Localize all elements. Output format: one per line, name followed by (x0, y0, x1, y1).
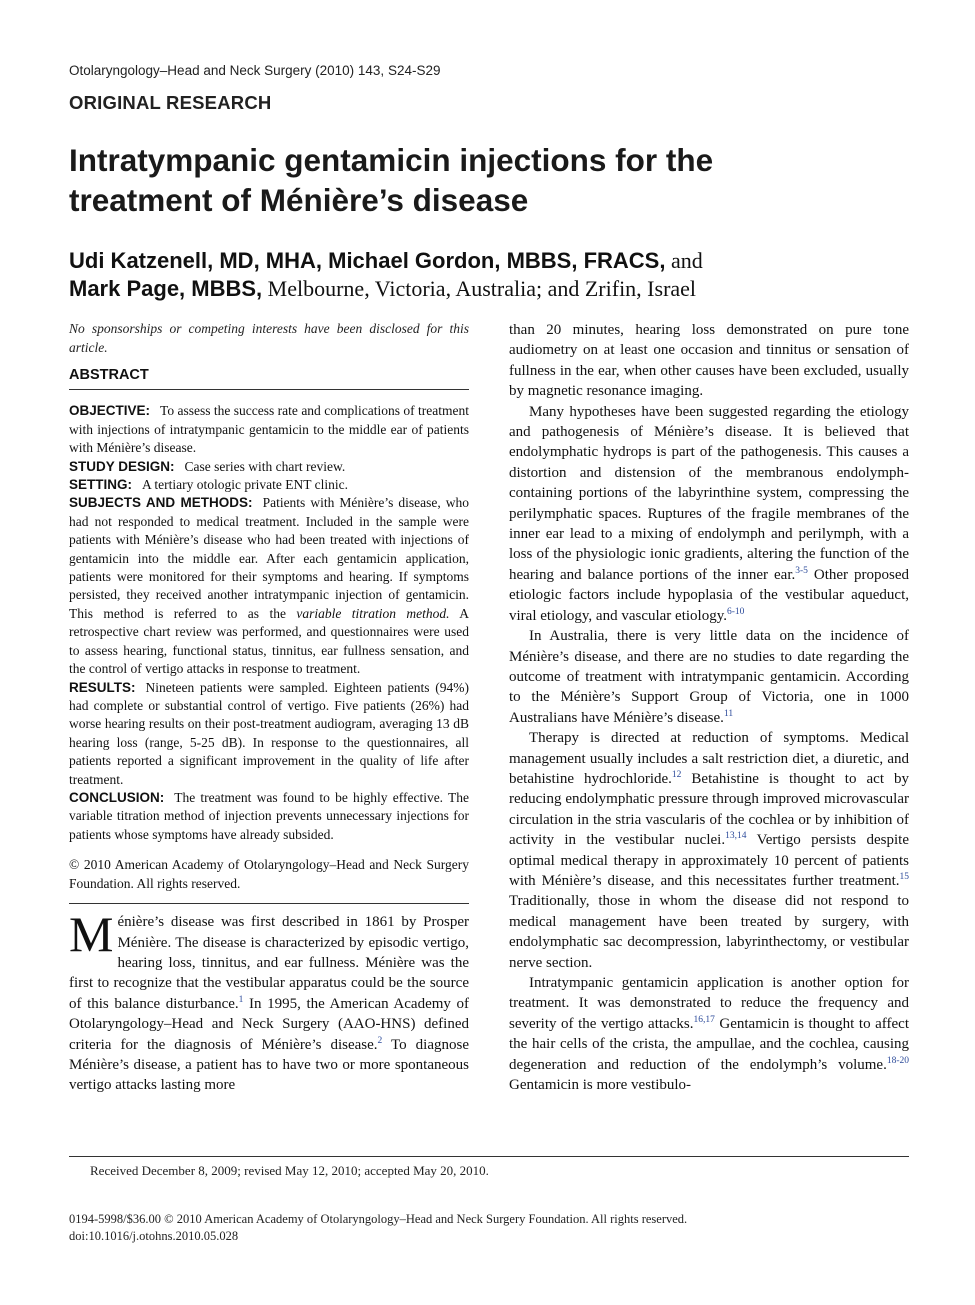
abstract-divider (69, 903, 469, 904)
left-column (69, 320, 469, 1096)
author-affiliation: Melbourne, Victoria, Australia; and Zrifin, Israel (262, 276, 697, 301)
results-text: Nineteen patients were sampled. Eighteen patients (94%) had complete or substantial control of vertigo. Five patients (26%) had worse hearing results on their post-treatment audiogram, averaging 13 dB hearing loss (range, 5-25 dB). In response to the questionnaires, all patients reported a significant improvement in the quality of life after treatment. (69, 679, 469, 787)
abstract-conclusion (69, 789, 469, 844)
objective-text: To assess the success rate and complications of treatment with injections of intratympanic gentamicin to the middle ear of patients with Ménière’s disease. (69, 403, 469, 456)
subjects-text-1: Patients with Ménière’s disease, who had not responded to medical treatment. Included in the sample were patients with Ménière’s disease who had been treated with injections of gentamicin into the middle ear. After each gentamicin application, patients were monitored for their symptoms and hearing. If symptoms persisted, they received another intratympanic injection of gentamicin. This method is referred to as the (69, 495, 469, 621)
abstract-body (69, 402, 469, 844)
australia-text: In Australia, there is very little data on the incidence of Ménière’s disease, and there are no studies to date regarding the outcome of treatment with intratympanic gentamicin. According to the Ménière’s Support Group of Victoria, one in 1000 Australians have Ménière’s disease. (509, 628, 909, 726)
title-line-1: Intratympanic gentamicin injections for the (69, 142, 714, 178)
section-label: ORIGINAL RESEARCH (69, 92, 272, 113)
doi-line[interactable]: doi:10.1016/j.otohns.2010.05.028 (69, 1229, 239, 1243)
authors-line-2-names: Mark Page, MBBS, (69, 276, 263, 301)
authors-line-1-names: Udi Katzenell, MD, MHA, Michael Gordon, MBBS, FRACS, (69, 248, 666, 273)
ref-12[interactable]: 12 (671, 769, 682, 780)
abstract-subjects (69, 494, 469, 678)
abstract-design (69, 458, 469, 476)
intro-paragraph (69, 906, 469, 1096)
design-label: STUDY DESIGN: (69, 458, 175, 474)
therapy-text-c: Vertigo persists despite optimal medical therapy in approximately 10 percent of patients with Ménière’s disease, and this necessitates further treatment. (509, 832, 910, 889)
ref-2[interactable]: 2 (377, 1035, 383, 1046)
drop-cap: M (69, 906, 114, 963)
ref-16-17[interactable]: 16,17 (693, 1014, 715, 1025)
ref-15[interactable]: 15 (899, 871, 909, 882)
design-text: Case series with chart review. (184, 458, 346, 474)
setting-text: A tertiary otologic private ENT clinic. (142, 477, 348, 493)
results-label: RESULTS: (69, 679, 136, 695)
authors-line-1-conj: and (665, 248, 703, 273)
paragraph-gentamicin (509, 973, 909, 1095)
therapy-text-d: Traditionally, those in whom the disease did not respond to medical management have been treated by surgery, with endolymphatic sac decompression, labyrinthectomy, or vestibular nerve section. (509, 893, 909, 971)
footer-divider (69, 1156, 909, 1157)
intro-text-b: In 1995, the American Academy of Otolaryngology–Head and Neck Surgery (AAO-HNS) defined criteria for the diagnosis of Ménière’s disease. (69, 995, 469, 1053)
subjects-text-2: A retrospective chart review was performed, and questionnaires were used to assess hearing, functional status, tinnitus, ear fullness sensation, and the control of vertigo attacks in response to treatment. (69, 605, 469, 677)
subjects-label: SUBJECTS AND METHODS: (69, 495, 253, 511)
right-column (509, 320, 909, 1095)
journal-citation: Otolaryngology–Head and Neck Surgery (2010) 143, S24-S29 (69, 63, 441, 78)
intro-text-c: To diagnose Ménière’s disease, a patient has to have two or more spontaneous vertigo attacks lasting more (69, 1036, 469, 1094)
conclusion-text: The treatment was found to be highly effective. The variable titration method of injection prevents unnecessary injections for patients whose symptoms have already subsided. (69, 789, 469, 842)
abstract-results (69, 679, 469, 789)
ref-3-5[interactable]: 3-5 (795, 565, 808, 576)
abstract-copyright: © 2010 American Academy of Otolaryngology–Head and Neck Surgery Foundation. All rights reserved. (69, 857, 469, 891)
etiology-text-b: Other proposed etiologic factors include hypoplasia of the vestibular aqueduct, viral etiology, and vascular etiology. (509, 566, 909, 624)
issn-line: 0194-5998/$36.00 © 2010 American Academy of Otolaryngology–Head and Neck Surgery Foundation. All rights reserved. (69, 1212, 688, 1226)
author-list (69, 247, 919, 303)
subjects-italic: variable titration method. (296, 605, 450, 621)
article-title (69, 140, 919, 220)
ref-11[interactable]: 11 (723, 708, 734, 719)
ref-6-10[interactable]: 6-10 (727, 606, 745, 617)
paragraph-australia (509, 626, 909, 728)
intro-text-a: énière’s disease was first described in 1861 by Prosper Ménière. The disease is characterized by episodic vertigo, hearing loss, tinnitus, and ear fullness. Ménière was the first to recognize that the vestibular apparatus could be the source of this balance disturbance. (69, 914, 469, 1012)
disclosure-note: No sponsorships or competing interests have been disclosed for this article. (69, 321, 469, 355)
setting-label: SETTING: (69, 477, 132, 493)
abstract-heading: ABSTRACT (69, 365, 469, 390)
abstract-objective (69, 402, 469, 457)
objective-label: OBJECTIVE: (69, 403, 151, 419)
therapy-text-b: Betahistine is thought to act by reducing endolymphatic pressure through improved microvascular circulation in the stria vascularis of the cochlea or by inhibition of activity in the vestibular nuclei. (509, 770, 910, 849)
ref-18-20[interactable]: 18-20 (886, 1055, 909, 1066)
ref-13-14[interactable]: 13,14 (725, 831, 747, 842)
paragraph-criteria: than 20 minutes, hearing loss demonstrated on pure tone audiometry on at least one occasion and tinnitus or sensation of fullness in the ear, when other causes have been excluded, usually by magnetic resonance imaging. (509, 322, 909, 400)
gentamicin-text-c: Gentamicin is more vestibulo- (509, 1077, 692, 1094)
title-line-2: treatment of Ménière’s disease (69, 182, 529, 218)
conclusion-label: CONCLUSION: (69, 789, 165, 805)
paragraph-etiology (509, 402, 909, 626)
footer-publication-info (69, 1211, 687, 1245)
therapy-text-a: Therapy is directed at reduction of symptoms. Medical management usually includes a salt restriction diet, a diuretic, and betahistine hydrochloride. (509, 730, 909, 787)
received-dates: Received December 8, 2009; revised May 12, 2010; accepted May 20, 2010. (90, 1163, 489, 1178)
abstract-setting (69, 476, 469, 494)
gentamicin-text-a: Intratympanic gentamicin application is another option for treatment. It was demonstrated to reduce the frequency and severity of the vertigo attacks. (509, 975, 909, 1032)
etiology-text-a: Many hypotheses have been suggested regarding the etiology and pathogenesis of Ménière’s disease. It is believed that endolymphatic hydrops is part of the pathogenesis. This causes a distortion and distension of the membranous endolymph-containing portions of the labyrinthine system, compressing the perilymphatic spaces. Ruptures of the fragile membranes of the inner ear lead to a mixing of endolymph and perilymph, with a loss of the physiologic ionic gradients, altering the function of the hearing and balance portions of the inner ear. (509, 403, 909, 583)
gentamicin-text-b: Gentamicin is thought to affect the hair cells of the crista, the ampullae, and the cochlea, causing degeneration and reduction of the endolymph’s volume. (509, 1015, 910, 1073)
ref-1[interactable]: 1 (238, 994, 244, 1005)
paragraph-therapy (509, 728, 909, 973)
